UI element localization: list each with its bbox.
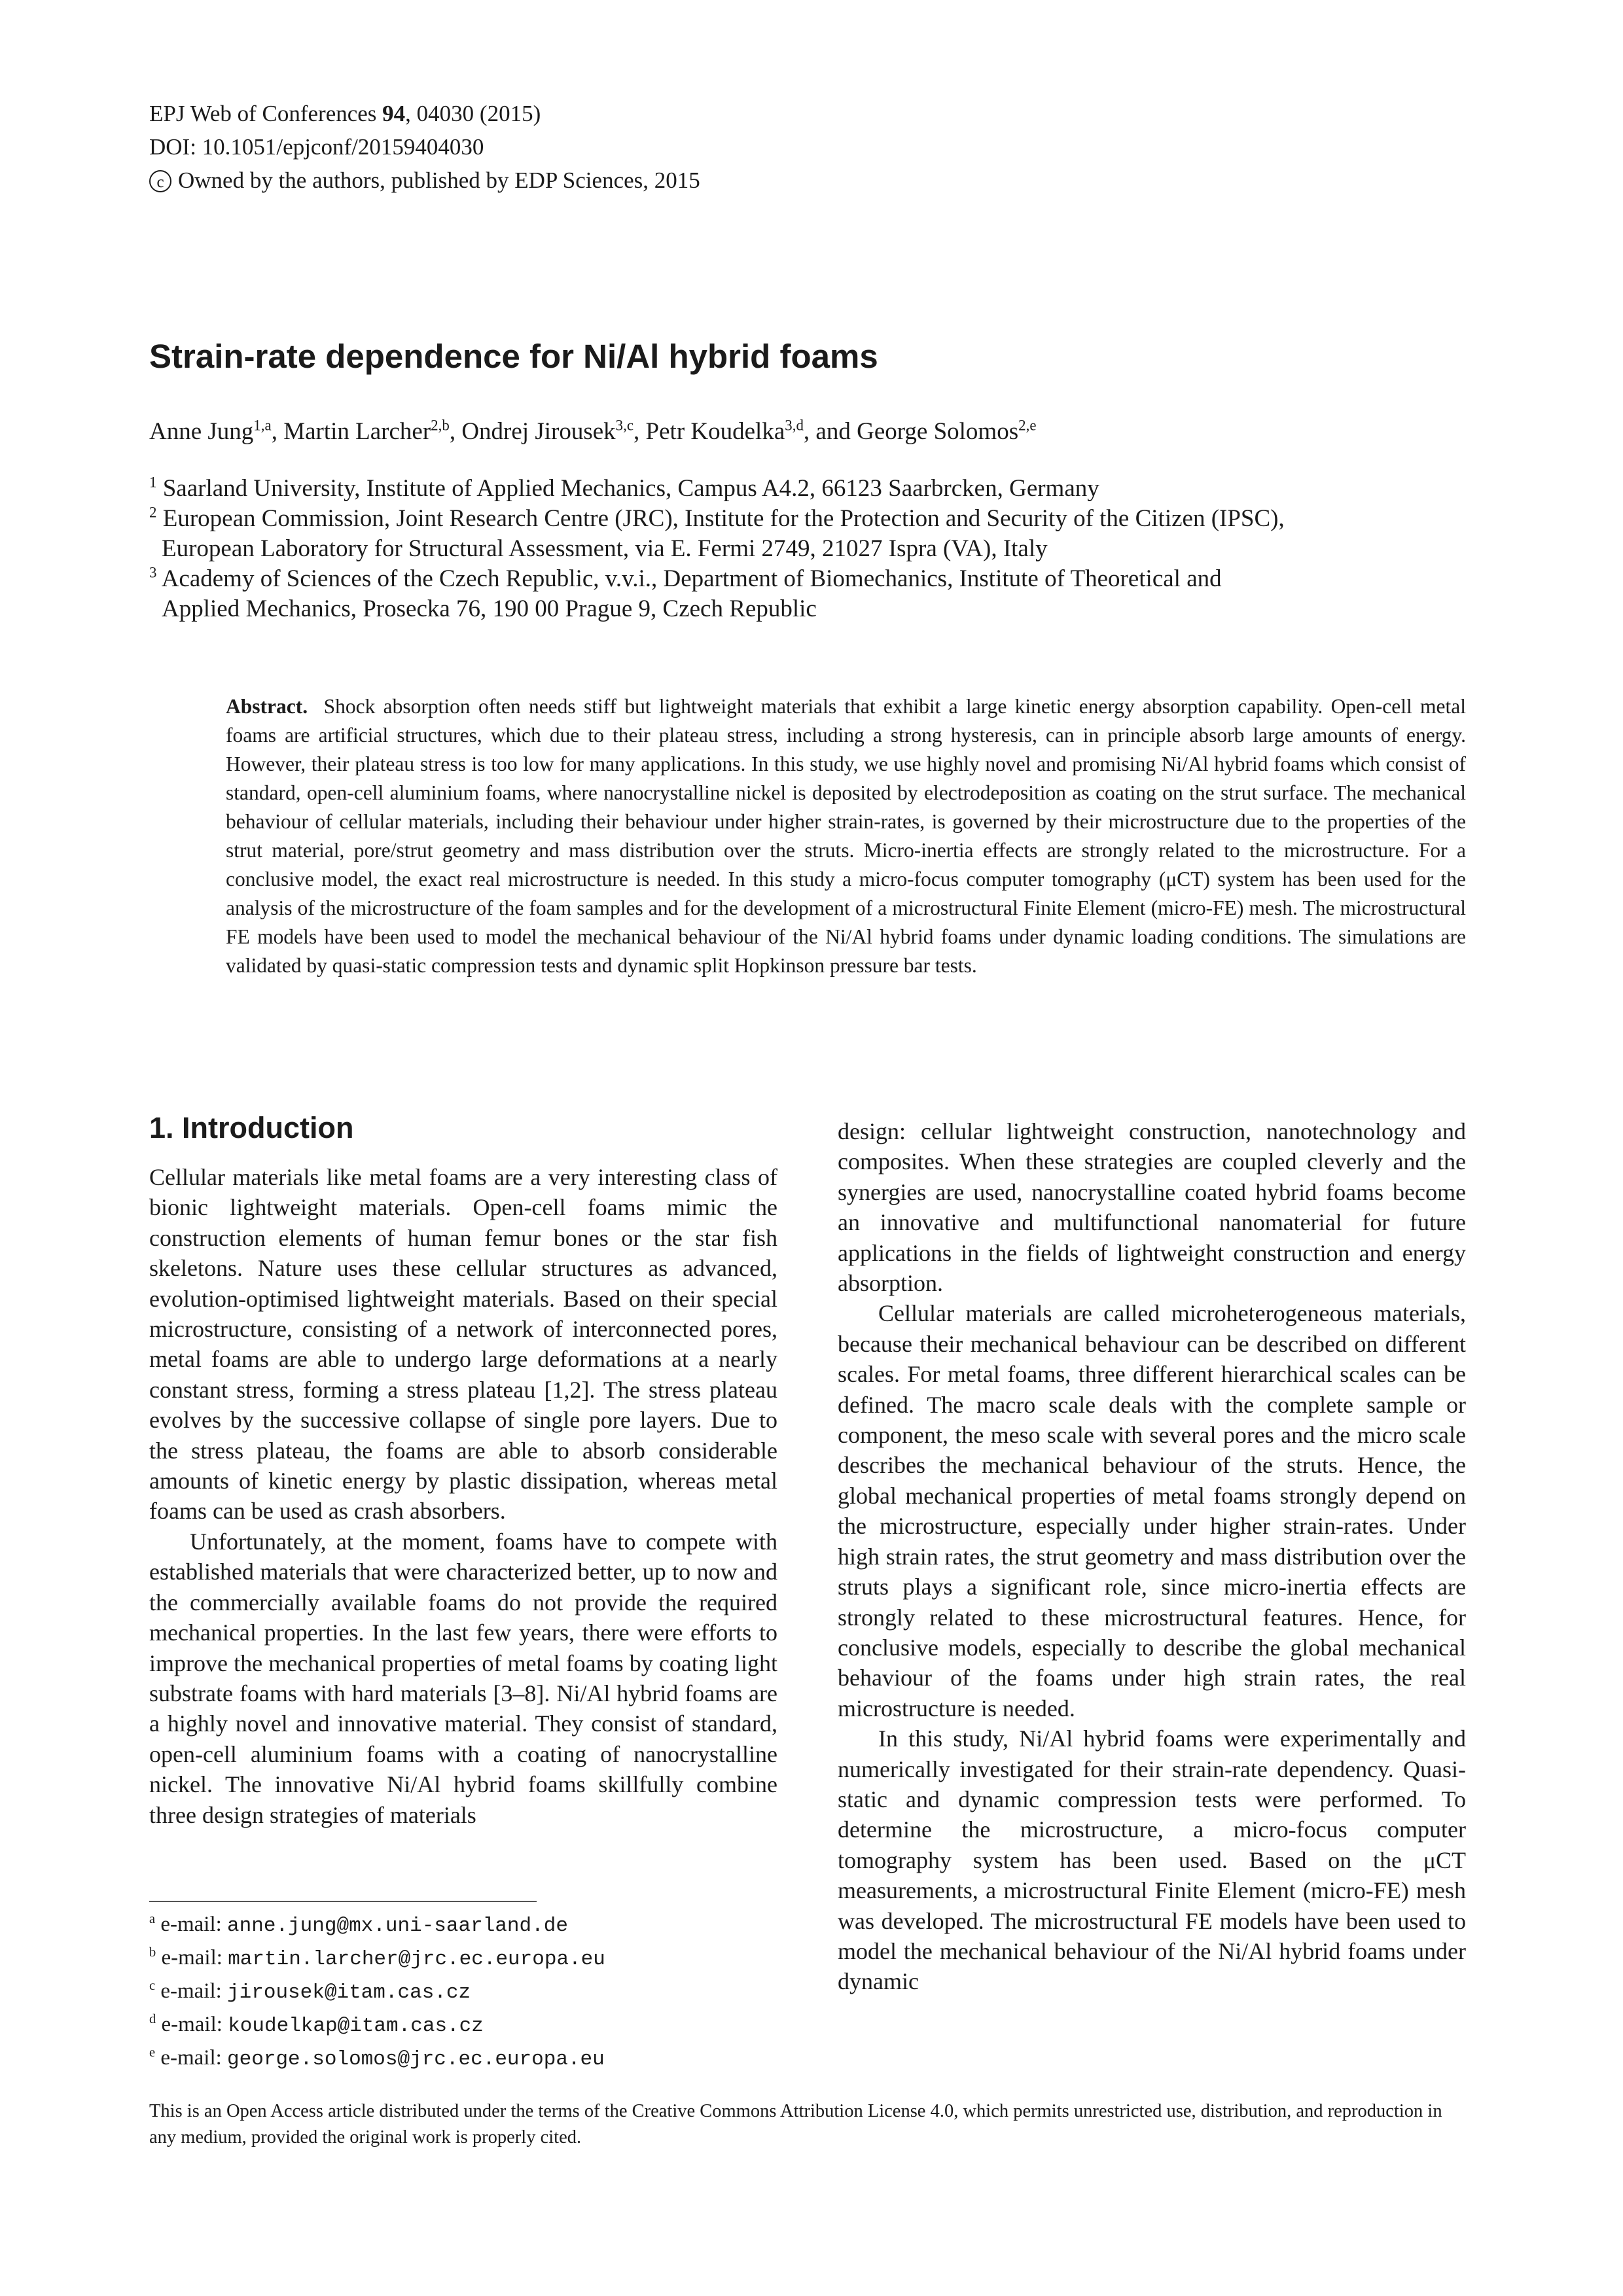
footnotes: [149, 1909, 605, 2075]
footnote: $^e$ e-mail: george.solomos@jrc.ec.europa.eu: [149, 2045, 605, 2071]
affiliation-3-cont: Applied Mechanics, Prosecka 76, 190 00 Prague 9, Czech Republic: [162, 595, 817, 622]
affiliation-1: $^1$ Saarland University, Institute of Applied Mechanics, Campus A4.2, 66123 Saarbrcken, Germany: [149, 474, 1099, 502]
footnote: $^c$ e-mail: jirousek@itam.cas.cz: [149, 1979, 471, 2004]
paragraph: Unfortunately, at the moment, foams have to compete with established materials that were characterized better, up to now and the commercially available foams do not provide the required mechanical properties. In the last few years, there were efforts to improve the mechanical properties of metal foams by coating light substrate foams with hard materials [3–8]. Ni/Al hybrid foams are a highly novel and innovative material. They consist of standard, open-cell aluminium foams with a coating of nanocrystalline nickel. The innovative Ni/Al hybrid foams skillfully combine three design strategies of materials: [149, 1528, 777, 1828]
footnote: $^d$ e-mail: koudelkap@itam.cas.cz: [149, 2012, 484, 2038]
email-link[interactable]: anne.jung@mx.uni-saarland.de: [227, 1915, 568, 1937]
abstract-label: Abstract.: [226, 695, 308, 718]
copyright-icon: c: [149, 170, 171, 192]
copyright-line: c Owned by the authors, published by EDP Sciences, 2015: [149, 164, 700, 197]
paragraph: Cellular materials are called microheterogeneous materials, because their mechanical behaviour can be described on different scales. For metal foams, three different hierarchical scales can be defined. The macro scale deals with the complete sample or component, the meso scale with several pores and the micro scale describes the mechanical behaviour of the struts. Hence, the global mechanical properties of metal foams strongly depend on the microstructure, especially under higher strain-rates. Under high strain rates, the strut geometry and mass distribution over the struts plays a significant role, since micro-inertia effects are strongly related to these microstructural features. Hence, for conclusive models, especially to describe the global mechanical behaviour of the foams under high strain rates, the real microstructure is needed.: [838, 1300, 1466, 1722]
journal-citation: EPJ Web of Conferences 94, 04030 (2015): [149, 101, 541, 126]
footnote-divider: [149, 1901, 537, 1902]
paragraph: design: cellular lightweight construction, nanotechnology and composites. When these strategies are coupled cleverly and the synergies are used, nanocrystalline coated hybrid foams become an innovative and multifunctional nanomaterial for future applications in the fields of lightweight construction and energy absorption.: [838, 1118, 1466, 1297]
email-link[interactable]: jirousek@itam.cas.cz: [227, 1981, 471, 2004]
paper-title: Strain-rate dependence for Ni/Al hybrid foams: [149, 338, 878, 375]
journal-header: [149, 97, 700, 197]
affiliation-2: $^2$ European Commission, Joint Research Centre (JRC), Institute for the Protection and Security of the Citizen (IPSC),: [149, 504, 1285, 532]
paragraph: In this study, Ni/Al hybrid foams were experimentally and numerically investigated for their strain-rate dependency. Quasi-static and dynamic compression tests were performed. To determine the microstructure, a micro-focus computer tomography system has been used. Based on the μCT measurements, a microstructural Finite Element (micro-FE) mesh was developed. The microstructural FE models have been used to model the mechanical behaviour of the Ni/Al hybrid foams under dynamic: [838, 1725, 1466, 1995]
license-notice: This is an Open Access article distributed under the terms of the Creative Commons Attribution License 4.0, which permits unrestricted use, distribution, and reproduction in any medium, provided the original work is properly cited.: [149, 2101, 1442, 2147]
column-left: [149, 1162, 777, 1830]
author-list: [149, 417, 1037, 446]
email-link[interactable]: koudelkap@itam.cas.cz: [228, 2015, 484, 2038]
doi-line: DOI: 10.1051/epjconf/20159404030: [149, 134, 484, 160]
abstract: [226, 692, 1466, 980]
paragraph: Cellular materials like metal foams are a very interesting class of bionic lightweight materials. Open-cell foams mimic the construction elements of human femur bones or the star fish skeletons. Nature uses these cellular structures as advanced, evolution-optimised lightweight materials. Based on their special microstructure, consisting of a network of interconnected pores, metal foams are able to undergo large deformations at a nearly constant stress, forming a stress plateau [1,2]. The stress plateau evolves by the successive collapse of single pore layers. Due to the stress plateau, the foams are able to absorb considerable amounts of kinetic energy by plastic dissipation, whereas metal foams can be used as crash absorbers.: [149, 1164, 777, 1525]
footnote: $^a$ e-mail: anne.jung@mx.uni-saarland.de: [149, 1912, 568, 1937]
email-link[interactable]: george.solomos@jrc.ec.europa.eu: [227, 2048, 605, 2071]
footnote: $^b$ e-mail: martin.larcher@jrc.ec.europa.eu: [149, 1945, 605, 1971]
journal-volume: 94: [382, 101, 406, 126]
affiliations: [149, 474, 1524, 624]
author: Martin Larcher$^{2,b}$,: [283, 417, 462, 445]
author: Anne Jung$^{1,a}$,: [149, 417, 284, 445]
column-right: [838, 1116, 1466, 1997]
author: Petr Koudelka$^{3,d}$, and: [645, 417, 857, 445]
section-heading-introduction: 1. Introduction: [149, 1111, 354, 1144]
affiliation-2-cont: European Laboratory for Structural Assessment, via E. Fermi 2749, 21027 Ispra (VA), Italy: [162, 535, 1048, 562]
affiliation-3: $^3$ Academy of Sciences of the Czech Republic, v.v.i., Department of Biomechanics, Institute of Theoretical and: [149, 564, 1222, 592]
abstract-text: Shock absorption often needs stiff but lightweight materials that exhibit a large kinetic energy absorption capability. Open-cell metal foams are artificial structures, which due to their plateau stress, including a strong hysteresis, can in principle absorb large amounts of energy. However, their plateau stress is too low for many applications. In this study, we use highly novel and promising Ni/Al hybrid foams which consist of standard, open-cell aluminium foams, where nanocrystalline nickel is deposited by electrodeposition as coating on the strut surface. The mechanical behaviour of cellular materials, including their behaviour under higher strain-rates, is governed by their microstructure due to the properties of the strut material, pore/strut geometry and mass distribution over the struts. Micro-inertia effects are strongly related to the microstructure. For a conclusive model, the exact real microstructure is needed. In this study a micro-focus computer tomography (μCT) system has been used for the analysis of the microstructure of the foam samples and for the development of a microstructural Finite Element (micro-FE) mesh. The microstructural FE models have been used to model the mechanical behaviour of the Ni/Al hybrid foams under dynamic loading conditions. The simulations are validated by quasi-static compression tests and dynamic split Hopkinson pressure bar tests.: [226, 695, 1467, 977]
author: George Solomos$^{2,e}$: [857, 417, 1037, 445]
email-link[interactable]: martin.larcher@jrc.ec.europa.eu: [228, 1948, 605, 1971]
author: Ondrej Jirousek$^{3,c}$,: [461, 417, 646, 445]
